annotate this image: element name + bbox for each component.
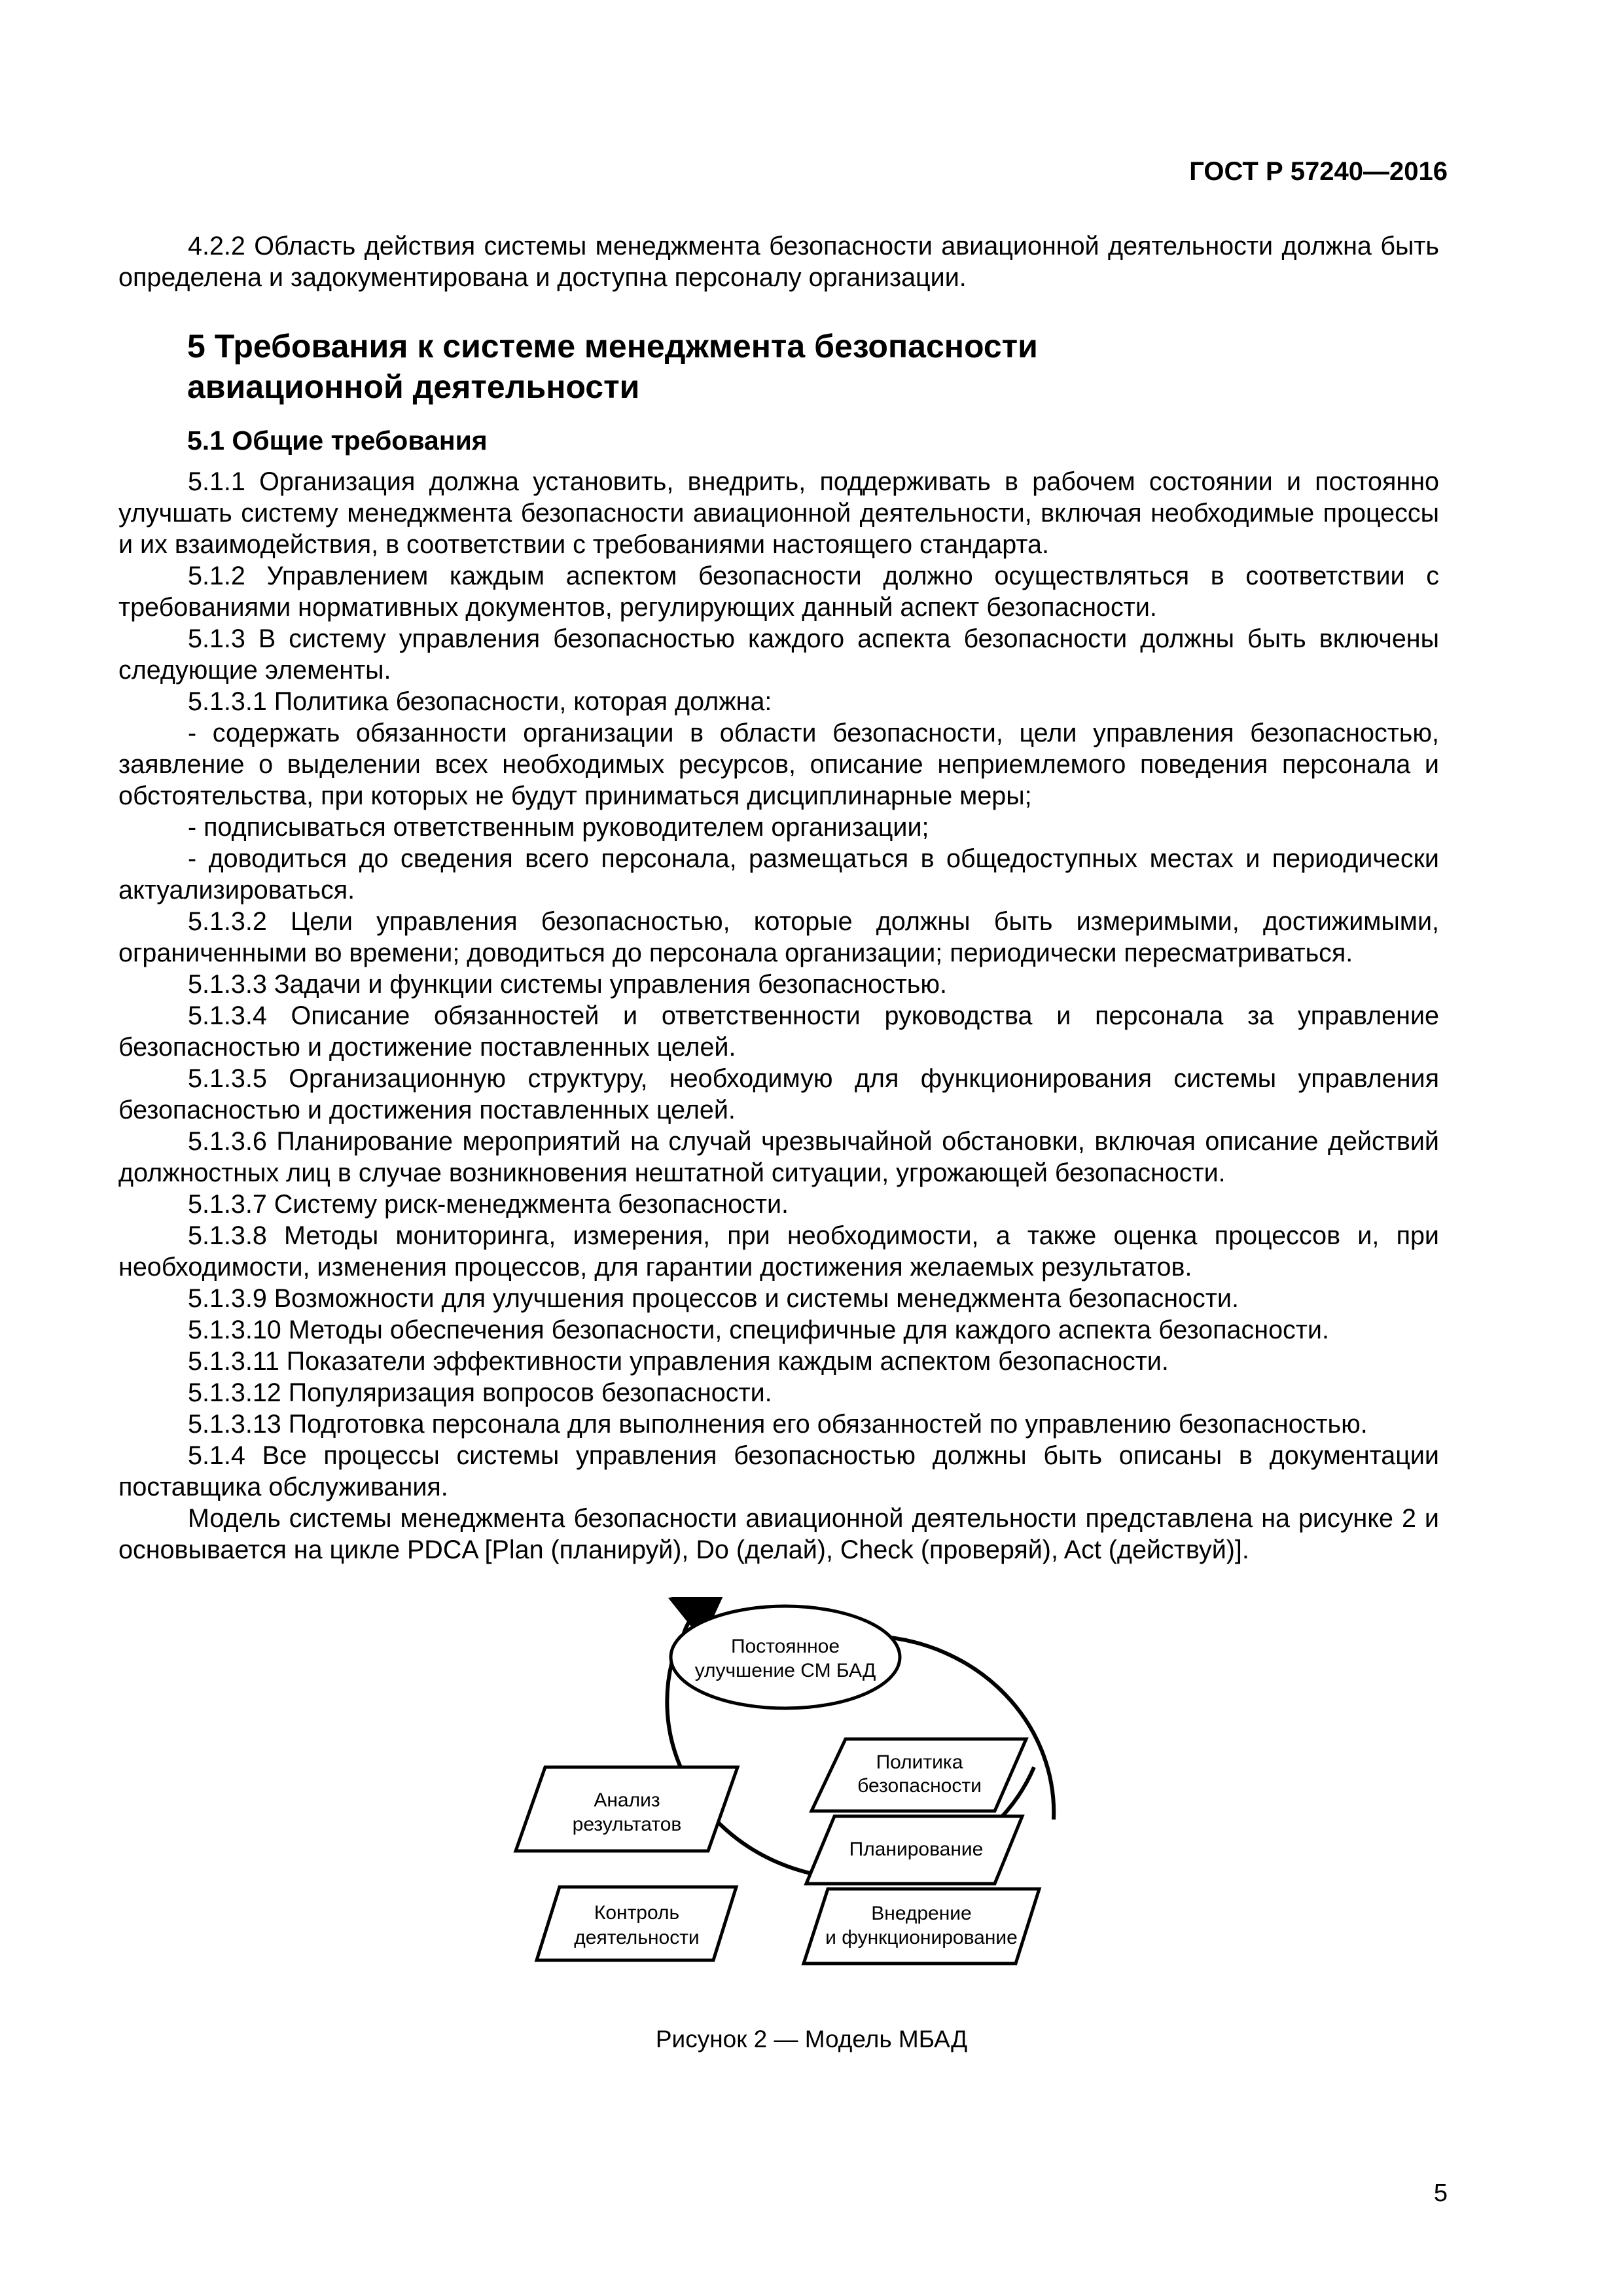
control-box — [537, 1887, 736, 1960]
paragraph-4-2-2: 4.2.2 Область действия системы менеджмента безопасности авиационной деятельности должна быть определена и задокументирована и доступна персоналу организации. — [118, 232, 1439, 292]
paragraph: 5.1.3.3 Задачи и функции системы управления безопасностью. — [188, 970, 947, 999]
mbad-model-figure — [484, 1597, 1073, 2009]
paragraph: 5.1.3.1 Политика безопасности, которая должна: — [188, 687, 772, 716]
improvement-line1: Постоянное — [730, 1636, 840, 1657]
control-line1: Контроль — [594, 1902, 680, 1924]
policy-line2: безопасности — [857, 1775, 982, 1797]
subsection-title: 5.1 Общие требования — [187, 425, 488, 456]
figure-caption: Рисунок 2 — Модель МБАД — [655, 2026, 968, 2053]
paragraph: 5.1.3.6 Планирование мероприятий на случай чрезвычайной обстановки, включая описание действий должностных лиц в случае возникновения нештатной ситуации, угрожающей безопасности. — [118, 1127, 1439, 1187]
paragraph: 5.1.3 В систему управления безопасностью каждого аспекта безопасности должны быть включены следующие элементы. — [118, 624, 1439, 685]
improvement-line2: улучшение СМ БАД — [694, 1660, 876, 1681]
analysis-line2: результатов — [572, 1814, 682, 1835]
paragraph: 5.1.3.8 Методы мониторинга, измерения, при необходимости, а также оценка процессов и, при необходимости, изменения процессов, для гарантии достижения желаемых результатов. — [118, 1221, 1439, 1282]
intro-block — [118, 230, 1439, 293]
implementation-line2: и функционирование — [825, 1927, 1018, 1948]
improvement-ellipse — [671, 1606, 900, 1708]
paragraph: 5.1.3.5 Организационную структуру, необходимую для функционирования системы управления безопасностью и достижения поставленных целей. — [118, 1064, 1439, 1124]
paragraph: 5.1.3.2 Цели управления безопасностью, которые должны быть измеримыми, достижимыми, ограниченными во времени; доводиться до персонала организации; периодически пересматриваться. — [118, 907, 1439, 967]
page-number: 5 — [1433, 2179, 1448, 2207]
list-item: - содержать обязанности организации в области безопасности, цели управления безопасностью, заявление о выделении всех необходимых ресурсов, описание неприемлемого поведения персонала и обстоятельства, при которых не будут приниматься дисциплинарные меры; — [118, 719, 1439, 810]
section-title-line2: авиационной деятельности — [187, 368, 640, 405]
planning-label: Планирование — [849, 1839, 984, 1860]
paragraph: 5.1.3.12 Популяризация вопросов безопасности. — [188, 1378, 772, 1407]
paragraph: 5.1.3.4 Описание обязанностей и ответственности руководства и персонала за управление безопасностью и достижение поставленных целей. — [118, 1001, 1439, 1062]
mbad-diagram — [484, 1597, 1073, 2009]
analysis-line1: Анализ — [594, 1789, 660, 1811]
requirements-block — [118, 466, 1439, 1566]
section-title-line1: 5 Требования к системе менеджмента безопасности — [187, 328, 1038, 365]
paragraph: 5.1.3.9 Возможности для улучшения процессов и системы менеджмента безопасности. — [188, 1284, 1239, 1313]
paragraph: 5.1.3.10 Методы обеспечения безопасности, специфичные для каждого аспекта безопасности. — [188, 1316, 1329, 1344]
paragraph: 5.1.3.13 Подготовка персонала для выполнения его обязанностей по управлению безопасностью. — [188, 1410, 1368, 1439]
paragraph: 5.1.3.11 Показатели эффективности управления каждым аспектом безопасности. — [188, 1347, 1169, 1376]
control-line2: деятельности — [574, 1927, 700, 1948]
implementation-box — [804, 1889, 1039, 1964]
paragraph: 5.1.4 Все процессы системы управления безопасностью должны быть описаны в документации поставщика обслуживания. — [118, 1441, 1439, 1501]
list-item: - подписываться ответственным руководителем организации; — [188, 813, 929, 842]
paragraph: 5.1.2 Управлением каждым аспектом безопасности должно осуществляться в соответствии с требованиями нормативных документов, регулирующих данный аспект безопасности. — [118, 562, 1439, 622]
list-item: - доводиться до сведения всего персонала, размещаться в общедоступных местах и периодически актуализироваться. — [118, 844, 1439, 905]
policy-line1: Политика — [876, 1751, 963, 1773]
section-title — [187, 326, 1300, 407]
paragraph: 5.1.1 Организация должна установить, внедрить, поддерживать в рабочем состоянии и постоянно улучшать систему менеджмента безопасности авиационной деятельности, включая необходимые процессы и их взаимодействия, в соответствии с требованиями настоящего стандарта. — [118, 467, 1439, 559]
paragraph: Модель системы менеджмента безопасности авиационной деятельности представлена на рисунке 2 и основывается на цикле PDCA [Plan (планируй), Do (делай), Check (проверяй), Act (действуй)]. — [118, 1504, 1439, 1564]
standard-header: ГОСТ Р 57240—2016 — [1189, 157, 1448, 186]
implementation-line1: Внедрение — [871, 1903, 972, 1924]
paragraph: 5.1.3.7 Систему риск-менеджмента безопасности. — [188, 1190, 789, 1219]
